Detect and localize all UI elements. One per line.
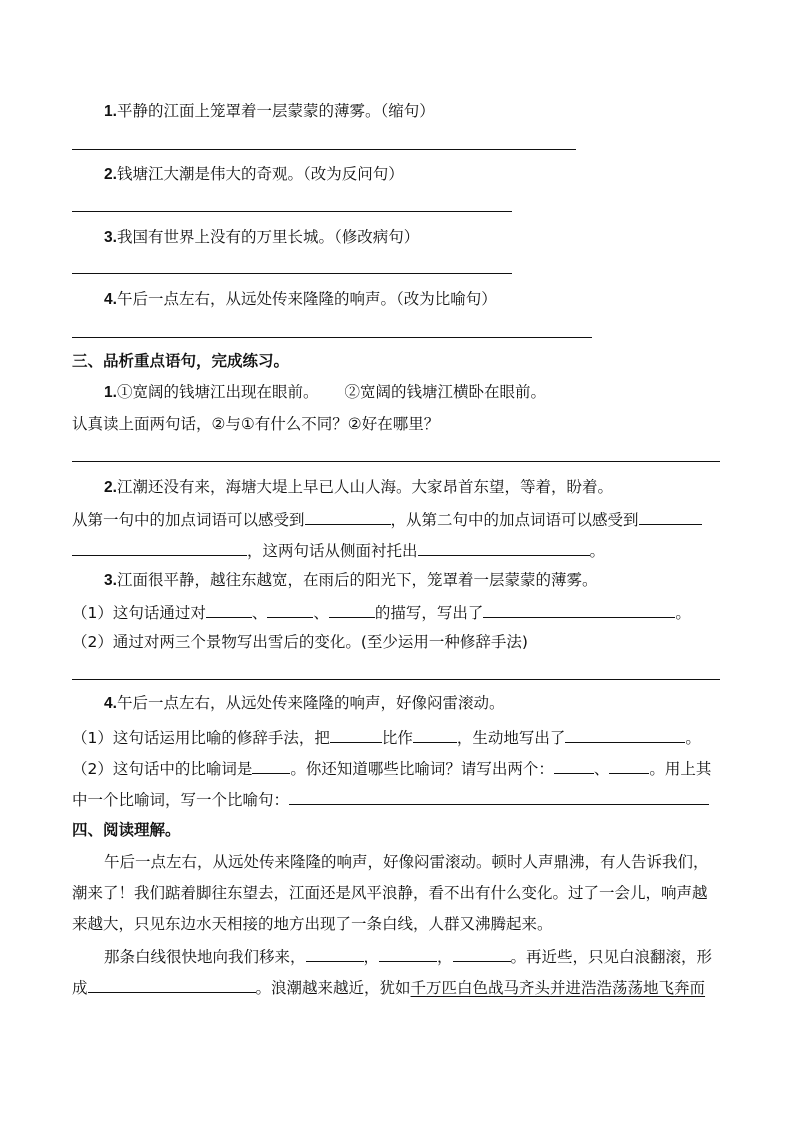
p3-q1-sentences	[104, 382, 546, 403]
p3-q2-l1b: ，从第二句中的加点词语可以感受到	[390, 511, 639, 529]
p3-q2-l2b: 。	[589, 542, 606, 560]
p3-q2-l2a: ，这两句话从侧面衬托出	[247, 542, 418, 560]
section-3-heading: 三、品析重点语句，完成练习。	[72, 352, 290, 370]
p3-q4-end: 。	[685, 729, 701, 747]
p3-q4-blank-5[interactable]	[554, 757, 594, 774]
p3-q3-sep-1: 、	[251, 604, 268, 622]
p2-q3-text: 我国有世界上没有的万里长城。（修改病句）	[116, 228, 420, 246]
p3-q4-blank-2[interactable]	[413, 726, 457, 743]
p3-q2-l1a: 从第一句中的加点词语可以感受到	[72, 511, 305, 529]
p3-q2-blank-1[interactable]	[305, 508, 391, 525]
p3-q3-sep-2: 、	[313, 604, 329, 622]
p2-q4	[104, 289, 497, 310]
p3-q3-text: 江面很平静，越往东越宽，在雨后的阳光下，笼罩着一层蒙蒙的薄雾。	[116, 571, 598, 589]
p3-q4-sub2a: （2）这句话中的比喻词是	[72, 760, 253, 778]
reading-p2-b: 。再近些，只见白浪翻滚，形	[510, 948, 713, 966]
p2-q3-answer-line[interactable]	[72, 273, 512, 274]
reading-comma-2: ，	[437, 948, 453, 966]
section-4-heading: 四、阅读理解。	[72, 821, 181, 839]
p3-q4	[104, 693, 504, 714]
p3-q2	[104, 477, 613, 498]
p2-q4-text: 午后一点左右，从远处传来隆隆的响声。（改为比喻句）	[116, 290, 497, 308]
p3-q4-sub1	[72, 726, 701, 748]
p3-q3	[104, 570, 597, 591]
reading-blank-4[interactable]	[88, 976, 256, 993]
p3-q4-sep: 、	[593, 760, 610, 778]
reading-blank-1[interactable]	[306, 945, 364, 962]
p2-q3	[104, 227, 419, 248]
p3-q4-sub1c: ，生动地写出了	[456, 729, 566, 747]
p3-q4-blank-4[interactable]	[252, 757, 290, 774]
reading-p2-d: 。浪潮越来越近，犹如	[255, 979, 411, 997]
p3-q3-blank-4[interactable]	[483, 601, 675, 618]
p2-q1	[104, 101, 435, 122]
p2-q2	[104, 164, 404, 185]
reading-p1-line-2: 潮来了！我们踮着脚往东望去，江面还是风平浪静，看不出有什么变化。过了一会儿，响声越	[72, 884, 708, 902]
p3-q4-text: 午后一点左右，从远处传来隆隆的响声，好像闷雷滚动。	[116, 694, 505, 712]
p2-q1-number: 1.	[104, 103, 117, 120]
reading-p1-line-1: 午后一点左右，从远处传来隆隆的响声，好像闷雷滚动。顿时人声鼎沸，有人告诉我们，	[104, 853, 709, 871]
reading-p2-line-1	[104, 945, 712, 967]
reading-underlined-phrase: 千万匹白色战马齐头并进浩浩荡荡地飞奔而	[410, 979, 706, 997]
p3-q3-end: 。	[675, 604, 691, 622]
reading-blank-2[interactable]	[379, 945, 437, 962]
p3-q3-sub1b: 的描写，写出了	[374, 604, 484, 622]
p3-q2-blank-3[interactable]	[418, 539, 590, 556]
p3-q1-number: 1.	[104, 384, 117, 401]
p3-q4-blank-3[interactable]	[565, 726, 685, 743]
p3-q4-sub2c: 。用上其	[649, 760, 712, 778]
p3-q3-blank-1[interactable]	[206, 601, 252, 618]
p2-q1-text: 平静的江面上笼罩着一层蒙蒙的薄雾。（缩句）	[116, 102, 435, 120]
p3-q4-blank-6[interactable]	[609, 757, 649, 774]
p2-q4-number: 4.	[104, 291, 117, 308]
p3-q4-blank-7[interactable]	[289, 788, 709, 805]
p3-q2-line-2	[72, 539, 605, 561]
p3-q1-ask: 认真读上面两句话，②与①有什么不同？②好在哪里？	[72, 415, 440, 433]
p2-q3-number: 3.	[104, 229, 117, 246]
p3-q1-answer-line[interactable]	[72, 461, 720, 462]
p3-q3-sub1a: （1）这句话通过对	[72, 604, 206, 622]
p3-q4-sub1b: 比作	[381, 729, 413, 747]
reading-p2-c: 成	[72, 979, 88, 997]
p3-q3-sub1	[72, 601, 691, 623]
p2-q2-number: 2.	[104, 166, 117, 183]
reading-comma-1: ，	[363, 948, 380, 966]
p3-q4-sub2d: 中一个比喻词，写一个比喻句：	[72, 791, 290, 809]
p3-q3-blank-2[interactable]	[267, 601, 313, 618]
p3-q3-blank-3[interactable]	[329, 601, 375, 618]
p3-q3-sub2: （2）通过对两三个景物写出雪后的变化。(至少运用一种修辞手法)	[72, 633, 528, 651]
p2-q4-answer-line[interactable]	[72, 337, 592, 338]
p3-q2-text: 江潮还没有来，海塘大堤上早已人山人海。大家昂首东望，等着，盼着。	[116, 478, 613, 496]
reading-p2-a: 那条白线很快地向我们移来，	[104, 948, 306, 966]
p2-q2-answer-line[interactable]	[72, 211, 512, 212]
reading-p2-line-2	[72, 976, 705, 998]
reading-blank-3[interactable]	[453, 945, 511, 962]
p3-q2-blank-2b[interactable]	[72, 539, 247, 556]
p3-q4-sub2b: 。你还知道哪些比喻词？请写出两个：	[290, 760, 554, 778]
p3-q2-line-1	[72, 508, 702, 530]
p3-q3-number: 3.	[104, 572, 117, 589]
p3-q4-sub2-line-2	[72, 788, 709, 810]
p3-q1-sentence-1: ①宽阔的钱塘江出现在眼前。	[116, 383, 319, 401]
p3-q4-sub1a: （1）这句话运用比喻的修辞手法，把	[72, 729, 330, 747]
p3-q4-blank-1[interactable]	[330, 726, 382, 743]
p3-q1-sentence-2: ②宽阔的钱塘江横卧在眼前。	[344, 383, 546, 401]
p3-q3-answer-line[interactable]	[72, 679, 720, 680]
p3-q4-sub2	[72, 757, 711, 779]
p3-q4-number: 4.	[104, 695, 117, 712]
p3-q2-blank-2a[interactable]	[639, 508, 702, 525]
reading-p1-line-3: 来越大，只见东边水天相接的地方出现了一条白线，人群又沸腾起来。	[72, 915, 553, 933]
p2-q1-answer-line[interactable]	[72, 149, 576, 150]
p2-q2-text: 钱塘江大潮是伟大的奇观。（改为反问句）	[116, 165, 404, 183]
p3-q2-number: 2.	[104, 479, 117, 496]
